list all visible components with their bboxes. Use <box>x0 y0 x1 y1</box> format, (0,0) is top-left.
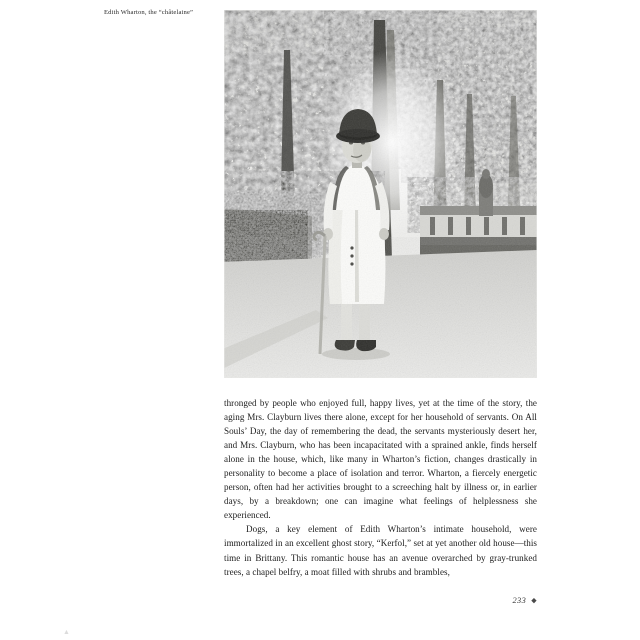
page-number: 233 <box>512 596 527 605</box>
folio-ornament-icon: ◆ <box>531 596 537 605</box>
paragraph-2: Dogs, a key element of Edith Wharton’s intimate household, were immortalized in an excellent ghost story, “Kerfol,” set at yet another old house—this time in Brittany. This romantic house has an avenue overarched by gray-trunked trees, a chapel belfry, a moat filled with shrubs and brambles, <box>224 524 537 577</box>
photograph-image <box>224 10 537 378</box>
paragraph-1: thronged by people who enjoyed full, happy lives, yet at the time of the story, the aging Mrs. Clayburn lives there alone, except for her household of servants. On All Souls’ Day, the day of remembering the dead, the servants mysteriously desert her, and Mrs. Clayburn, who has been incapacitated with a sprained ankle, finds herself alone in the house, which, like many in Wharton’s fiction, changes drastically in personality to become a place of isolation and terror. Wharton, a fiercely energetic person, often had her activities brought to a screeching halt by illness or, in earlier days, by a breakdown; one can imagine what feelings of helplessness she experienced. <box>224 398 537 521</box>
folio <box>466 596 537 605</box>
body-text <box>224 396 537 579</box>
figure-caption: Edith Wharton, the “châtelaine” <box>104 9 194 16</box>
figure-photograph <box>224 10 537 378</box>
corner-mark-icon: ▲ <box>63 628 70 636</box>
